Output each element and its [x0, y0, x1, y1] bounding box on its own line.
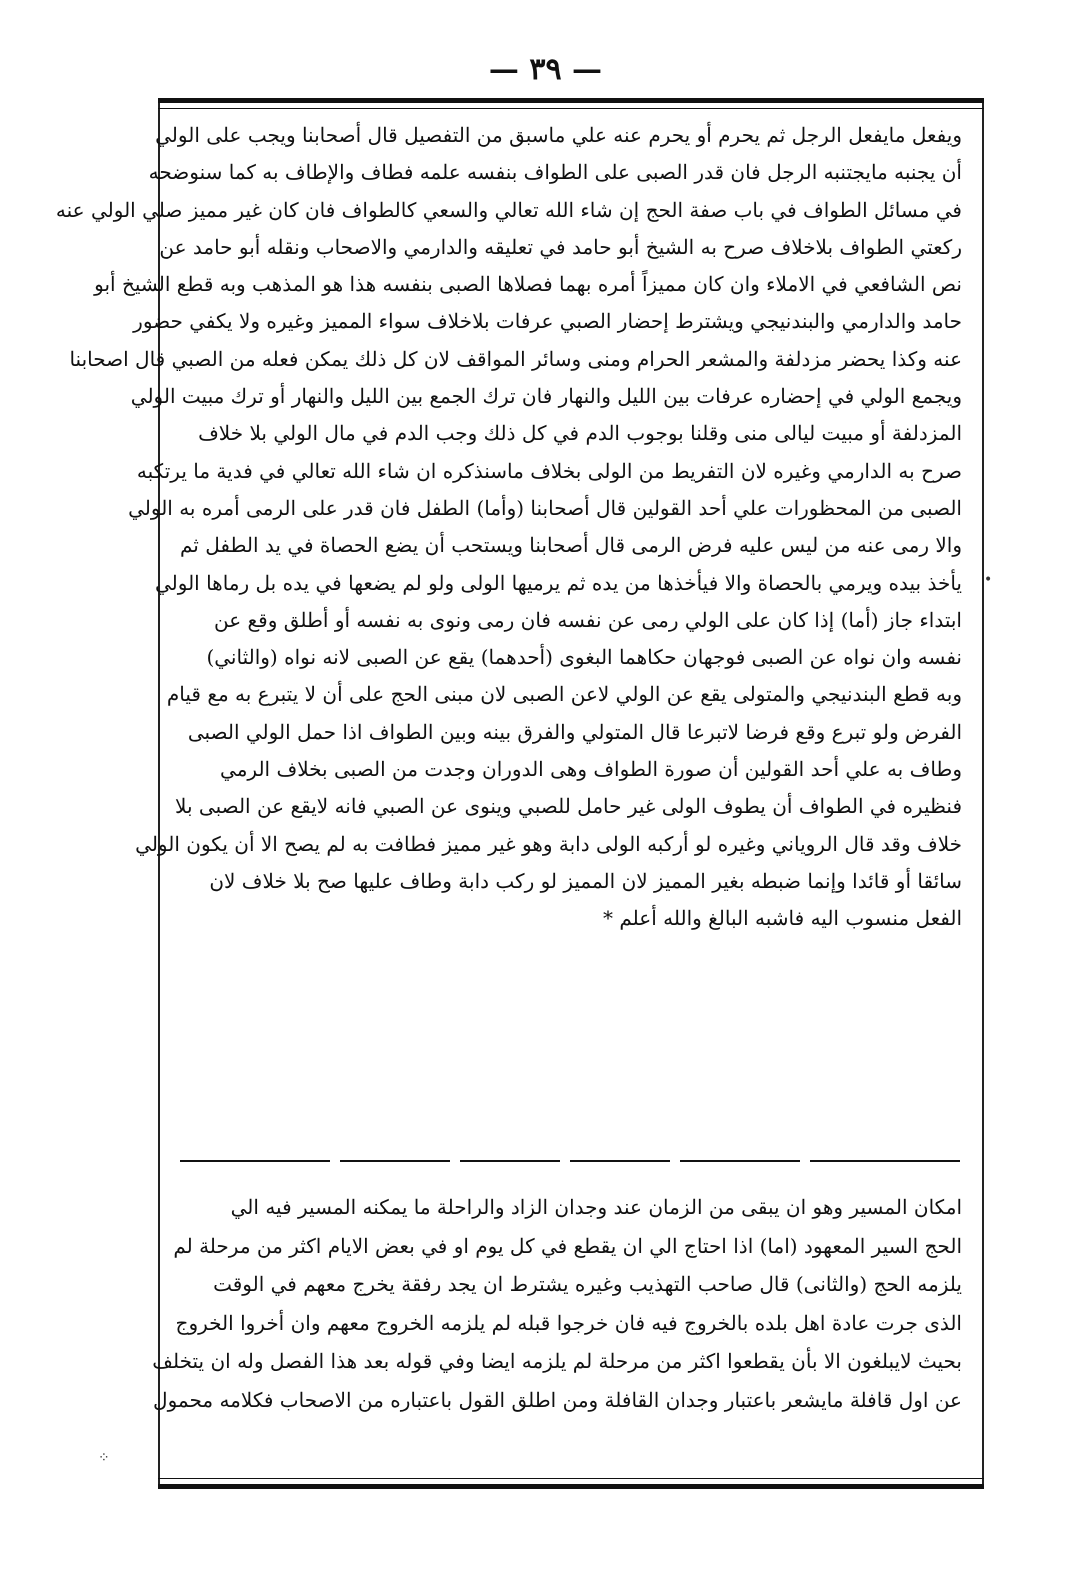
footnote-text-line: يلزمه الحج (والثانى) قال صاحب التهذيب وغيره يشترط ان يجد رفقة يخرج معهم في الوقت — [213, 1272, 962, 1296]
section-divider — [180, 1160, 960, 1162]
main-text-line: الفعل منسوب اليه فاشبه البالغ والله أعلم * — [603, 906, 962, 931]
bottom-rule-thin — [158, 1478, 984, 1479]
main-text-line: في مسائل الطواف في باب صفة الحج إن شاء الله تعالي والسعي كالطواف فان كان غير مميز صلي الولي عنه — [55, 197, 962, 222]
divider-segment — [680, 1160, 800, 1162]
main-text-line: وبه قطع البندنيجي والمتولى يقع عن الولي لاعن الصبى لان مبنى الحج على أن لا يتبرع به مع قيام — [166, 682, 962, 707]
main-text-line: صرح به الدارمي وغيره لان التفريط من الولى بخلاف ماسنذكره ان شاء الله تعالي في فدية ما يرتكبه — [136, 458, 962, 483]
footnote-text-line: الحج السير المعهود (اما) اذا احتاج الي ان يقطع في كل يوم او في بعض الايام اكثر من مرحلة لم — [173, 1233, 962, 1258]
main-text-block — [55, 117, 962, 938]
main-text-line: سائقا أو قائدا وإنما ضبطه بغير المميز لان المميز لو ركب دابة وطاف عليها صح بلا خلاف لان — [209, 868, 962, 893]
main-text-line: حامد والدارمي والبندنيجي ويشترط إحضار الصبي عرفات بلاخلاف سواء المميز وغيره ولا يكفي حضور — [133, 309, 962, 334]
divider-segment — [570, 1160, 670, 1162]
main-text-line: وطاف به علي أحد القولين أن صورة الطواف وهى الدوران وجدت من الصبى بخلاف الرمي — [220, 757, 962, 782]
margin-speck: ⁘ — [98, 1450, 110, 1466]
main-text-line: أن يجنبه مايجتنبه الرجل فان قدر الصبى على الطواف بنفسه علمه فطاف والإطاف به كما سنوضحه — [148, 160, 962, 185]
footnote-text-line: بحيث لايبلغون الا بأن يقطعوا اكثر من مرحلة لم يلزمه ايضا وفي قوله بعد هذا الفصل وله ان يتخلف — [152, 1349, 962, 1373]
main-text-line: ركعتي الطواف بلاخلاف صرح به الشيخ أبو حامد في تعليقه والدارمي والاصحاب ونقله أبو حامد عن — [159, 234, 962, 259]
footnote-text-block — [152, 1188, 962, 1419]
main-text-line: ابتداء جاز (أما) إذا كان على الولي رمى عن نفسه فان رمى ونوى به نفسه أو أطلق وقع عن — [213, 607, 962, 632]
main-text-line: نص الشافعي في الاملاء وان كان مميزاً أمره بهما فصلاها الصبى بنفسه هذا هو المذهب وبه قطع الشيخ أبو — [94, 272, 962, 297]
main-text-line: عنه وكذا يحضر مزدلفة والمشعر الحرام ومنى وسائر المواقف لان كل ذلك يمكن فعله من الصبي قال اصحابنا — [69, 346, 962, 371]
main-text-line: فنظيره في الطواف أن يطوف الولى غير حامل للصبي وينوى عن الصبي فانه لايقع عن الصبى بلا — [175, 794, 962, 819]
bottom-rule-thick — [158, 1484, 984, 1489]
main-text-line: ويفعل مايفعل الرجل ثم يحرم أو يحرم عنه علي ماسبق من التفصيل قال أصحابنا ويجب على الولي — [155, 123, 962, 147]
main-text-line: ويجمع الولي في إحضاره عرفات بين الليل والنهار فان ترك الجمع بين الليل والنهار أو ترك مبيت الولي — [130, 384, 962, 409]
margin-dot: • — [984, 572, 993, 588]
divider-segment — [340, 1160, 450, 1162]
divider-segment — [460, 1160, 560, 1162]
main-text-line: الصبى من المحظورات علي أحد القولين قال أصحابنا (وأما) الطفل فان قدر على الرمى أمره به الولي — [128, 495, 962, 520]
page-number: — ٣٩ — — [488, 52, 603, 87]
main-text-line: الفرض ولو تبرع وقع فرضا لاتبرعا قال المتولي والفرق بينه وبين الطواف اذا حمل الولي الصبى — [187, 719, 962, 744]
main-text-line: والا رمى عنه من ليس عليه فرض الرمى قال أصحابنا ويستحب أن يضع الحصاة في يد الطفل ثم — [180, 533, 962, 558]
top-rule-thin — [158, 108, 984, 109]
main-text-line: يأخذ بيده ويرمي بالحصاة والا فيأخذها من يده ثم يرميها الولى ولو لم يضعها في يده بل رماها الولي — [154, 570, 962, 595]
main-text-line: نفسه وان نواه عن الصبى فوجهان حكاهما البغوى (أحدهما) يقع عن الصبى لانه نواه (والثاني) — [206, 645, 962, 670]
main-text-line: المزدلفة أو مبيت ليالى منى وقلنا بوجوب الدم في كل ذلك وجب الدم في مال الولي بلا خلاف — [198, 421, 962, 446]
footnote-text-line: امكان المسير وهو ان يبقى من الزمان عند وجدان الزاد والراحلة ما يمكنه المسير فيه الي — [230, 1195, 962, 1219]
divider-segment — [810, 1160, 960, 1162]
main-text-line: خلاف وقد قال الروياني وغيره لو أركبه الولى دابة وهو غير مميز فطافت به لم يصح الا أن يكون الولي — [135, 831, 962, 856]
footnote-text-line: الذى جرت عادة اهل بلده بالخروج فيه فان خرجوا قبله لم يلزمه الخروج معهم وان أخروا الخروج — [175, 1310, 962, 1335]
top-rule-thick — [158, 98, 984, 103]
divider-segment — [180, 1160, 330, 1162]
footnote-text-line: عن اول قافلة مايشعر باعتبار وجدان القافلة ومن اطلق القول باعتباره من الاصحاب فكلامه محمول — [153, 1387, 962, 1412]
